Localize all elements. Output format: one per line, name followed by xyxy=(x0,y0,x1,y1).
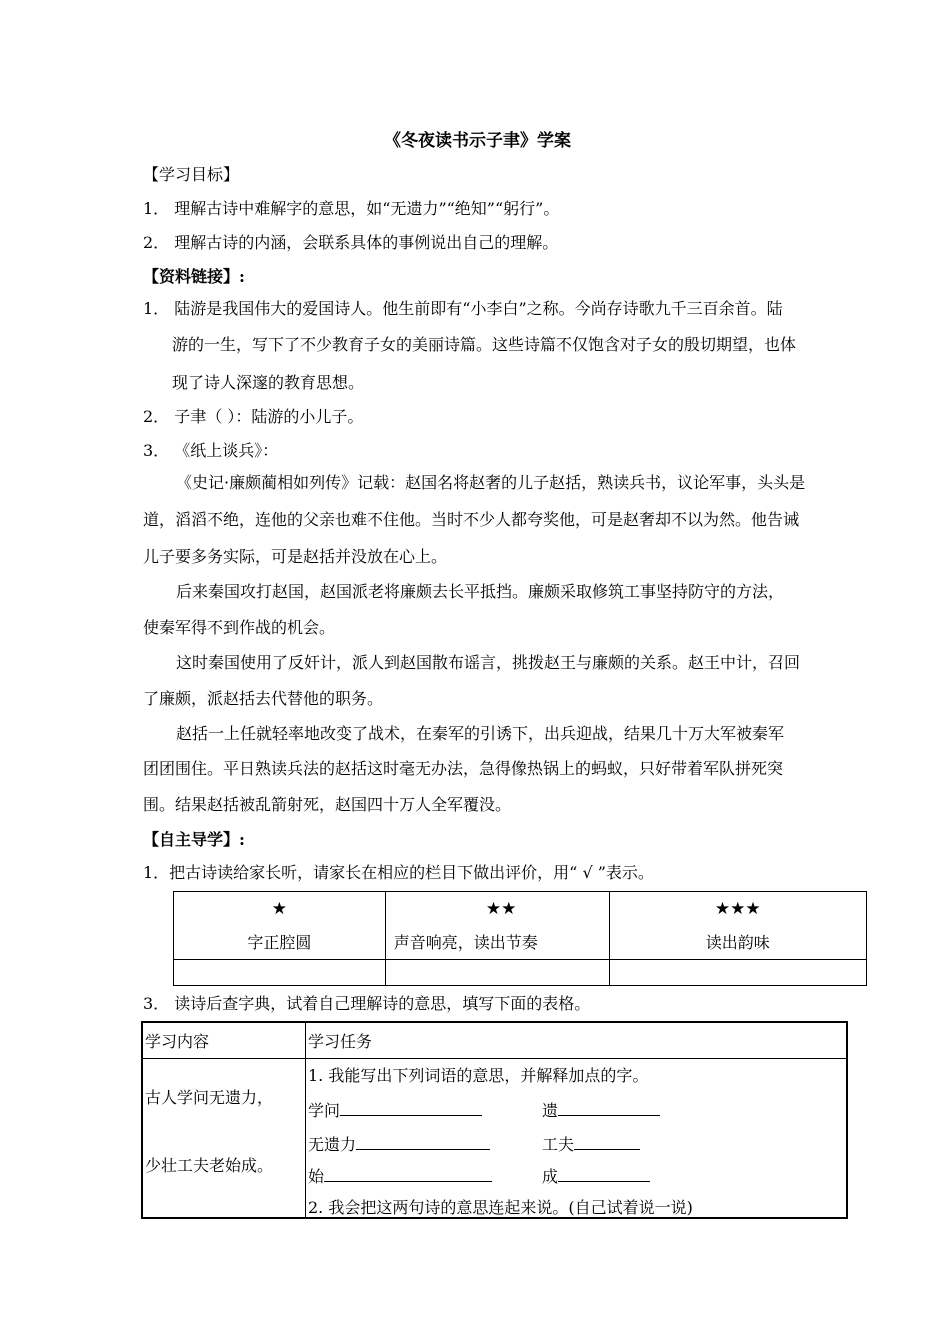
poem-cell xyxy=(142,1058,306,1218)
story-line-9: 团团围住。平日熟读兵法的赵括这时毫无办法，急得像热锅上的蚂蚁，只好带着军队拼死突 xyxy=(143,759,784,778)
resource-item-1-line-2: 游的一生，写下了不少教育子女的美丽诗篇。这些诗篇不仅饱含对子女的殷切期望，也体 xyxy=(172,335,797,354)
story-line-6: 这时秦国使用了反奸计，派人到赵国散布谣言，挑拨赵王与廉颇的关系。赵王中计，召回 xyxy=(176,653,801,672)
story-line-3: 儿子要多务实际，可是赵括并没放在心上。 xyxy=(143,547,448,566)
task-1: 1. 我能写出下列词语的意思，并解释加点的字。 xyxy=(308,1065,649,1085)
header-task: 学习任务 xyxy=(306,1022,848,1058)
word-label-wuyili: 无遗力 xyxy=(308,1134,357,1154)
eval-check-cell-2[interactable] xyxy=(385,960,609,986)
resources-heading: 【资料链接】: xyxy=(143,267,245,286)
star-icon-2: ★★ xyxy=(485,899,517,919)
goal-item-2: 2． 理解古诗的内涵，会联系具体的事例说出自己的理解。 xyxy=(143,233,559,252)
star-icon-1: ★ xyxy=(271,899,287,919)
word-label-cheng: 成 xyxy=(542,1166,559,1186)
story-line-8: 赵括一上任就轻率地改变了战术，在秦军的引诱下，出兵迎战，结果几十万大军被秦军 xyxy=(176,724,785,743)
word-field-gongfu[interactable] xyxy=(542,1131,640,1155)
eval-check-cell-1[interactable] xyxy=(174,960,386,986)
story-line-10: 围。结果赵括被乱箭射死，赵国四十万人全军覆没。 xyxy=(143,795,512,814)
story-line-2: 道，滔滔不绝，连他的父亲也难不住他。当时不少人都夸奖他，可是赵奢却不以为然。他告诫 xyxy=(143,510,800,529)
self-study-q1: 1．把古诗读给家长听，请家长在相应的栏目下做出评价，用“ √ ”表示。 xyxy=(143,863,654,882)
eval-cell-1 xyxy=(174,892,386,960)
word-label-xuewen: 学问 xyxy=(308,1100,341,1120)
poem-line-1: 古人学问无遗力， xyxy=(145,1087,274,1107)
star-icon-3: ★★★ xyxy=(714,899,761,919)
word-label-shi: 始 xyxy=(308,1166,325,1186)
story-line-1: 《史记·廉颇蔺相如列传》记载：赵国名将赵奢的儿子赵括，熟读兵书，议论军事，头头是 xyxy=(176,473,806,492)
task-cell xyxy=(306,1058,848,1218)
word-label-gongfu: 工夫 xyxy=(542,1134,575,1154)
eval-cell-3 xyxy=(609,892,866,960)
eval-label-3: 读出韵味 xyxy=(705,933,770,952)
self-study-heading: 【自主导学】: xyxy=(143,830,245,849)
story-line-7: 了廉颇，派赵括去代替他的职务。 xyxy=(143,689,384,708)
word-field-wuyili[interactable] xyxy=(308,1131,490,1155)
page-title: 《冬夜读书示子聿》学案 xyxy=(384,131,571,151)
task-table xyxy=(141,1021,848,1219)
self-study-q3: 3． 读诗后查字典，试着自己理解诗的意思，填写下面的表格。 xyxy=(143,994,591,1013)
word-field-shi[interactable] xyxy=(308,1163,492,1187)
eval-check-cell-3[interactable] xyxy=(609,960,866,986)
resource-item-1-line-3: 现了诗人深邃的教育思想。 xyxy=(172,373,365,392)
eval-label-1: 字正腔圆 xyxy=(247,933,312,952)
eval-cell-2 xyxy=(385,892,609,960)
story-line-4: 后来秦国攻打赵国，赵国派老将廉颇去长平抵挡。廉颇采取修筑工事坚持防守的方法， xyxy=(176,582,785,601)
task-2: 2. 我会把这两句诗的意思连起来说。(自己试着说一说) xyxy=(308,1197,693,1217)
goal-item-1: 1． 理解古诗中难解字的意思，如“无遗力”“绝知”“躬行”。 xyxy=(143,199,560,218)
goals-heading: 【学习目标】 xyxy=(143,165,240,184)
resource-item-3: 3． 《纸上谈兵》： xyxy=(143,441,279,460)
header-content: 学习内容 xyxy=(142,1022,306,1058)
word-field-yi[interactable] xyxy=(542,1097,660,1121)
word-field-xuewen[interactable] xyxy=(308,1097,482,1121)
story-line-5: 使秦军得不到作战的机会。 xyxy=(143,618,336,637)
word-field-cheng[interactable] xyxy=(542,1163,650,1187)
poem-line-2: 少壮工夫老始成。 xyxy=(145,1155,274,1175)
eval-label-2: 声音响亮，读出节奏 xyxy=(393,933,538,952)
resource-item-2: 2． 子聿（ ）：陆游的小儿子。 xyxy=(143,407,364,426)
resource-item-1-line-1: 1． 陆游是我国伟大的爱国诗人。他生前即有“小李白”之称。今尚存诗歌九千三百余首。陆 xyxy=(143,299,783,318)
word-label-yi: 遗 xyxy=(542,1100,559,1120)
evaluation-table xyxy=(173,891,867,986)
